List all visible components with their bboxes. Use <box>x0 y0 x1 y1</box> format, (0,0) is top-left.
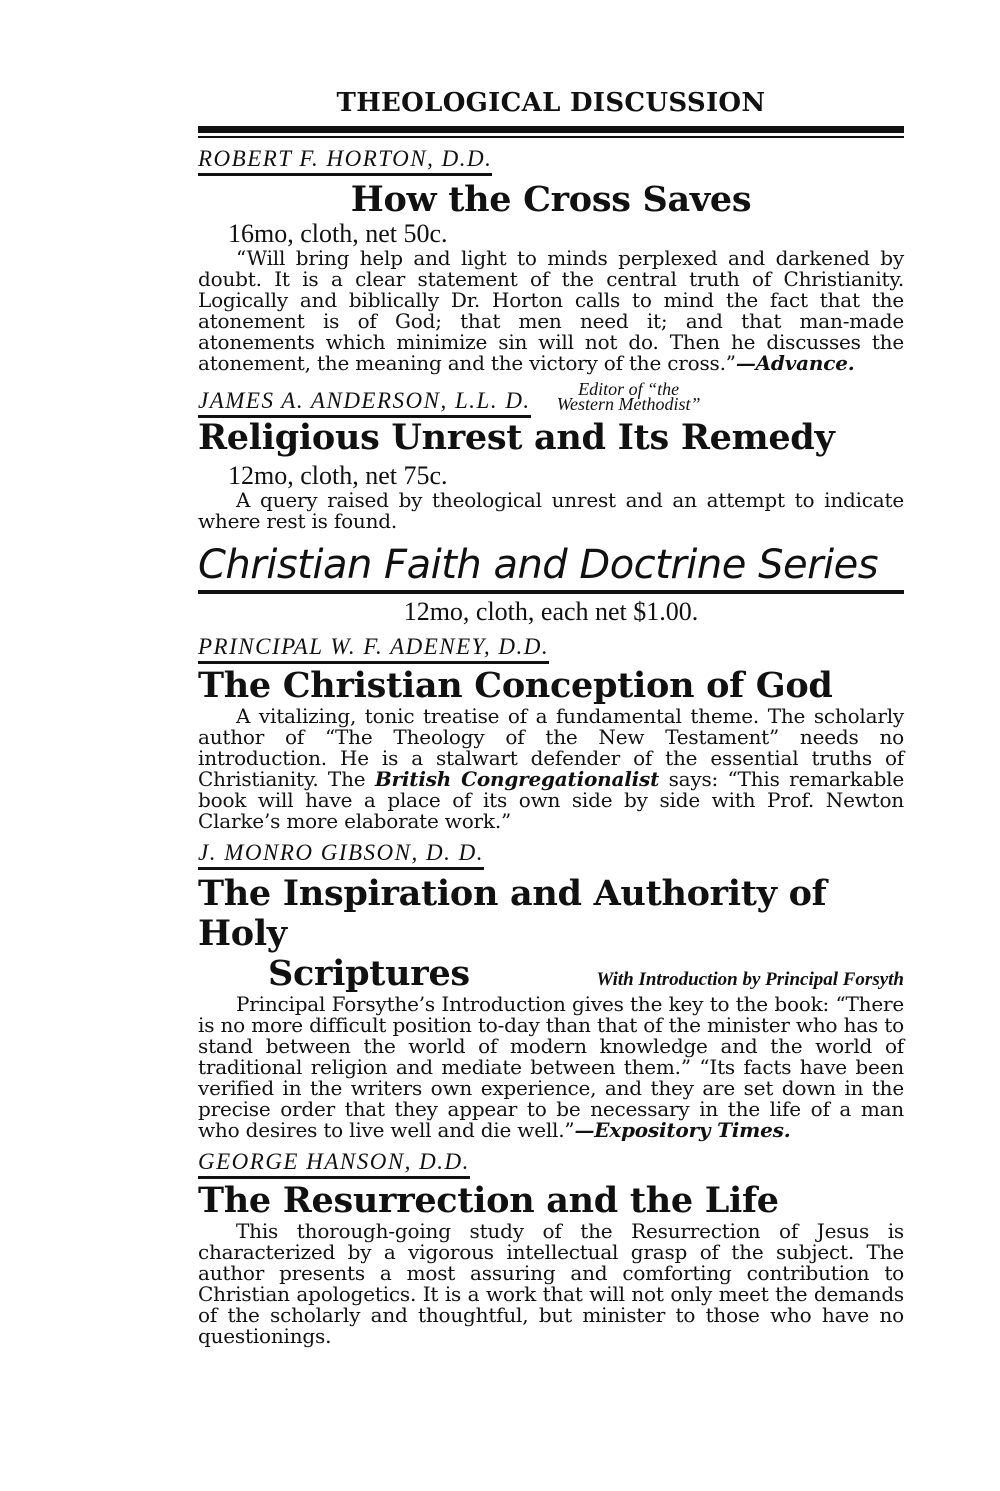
book-title-line2: Scriptures <box>268 953 470 994</box>
description-part1: A vitalizing, tonic treatise of a fundamental theme. The scholarly author of “The Theology of the New Testament” needs no introduction. He is a stalwart defender of the essential truths of Christianity. The <box>198 704 904 791</box>
book-price: 16mo, cloth, net 50c. <box>228 219 448 248</box>
book-description: This thorough-going study of the Resurrection of Jesus is characterized by a vigorous intellectual grasp of the subject. The author presents a most assuring and comforting contribution to Christian apologetics. It is a work that will not only meet the demands of the scholarly and thoughtful, but minister to those who have no questionings. <box>198 1219 904 1348</box>
author-row <box>198 380 904 418</box>
author-name: J. MONRO GIBSON, D. D. <box>198 840 484 870</box>
book-title: The Resurrection and the Life <box>198 1180 779 1221</box>
series-section <box>198 542 904 626</box>
introduction-note: With Introduction by Principal Forsyth <box>596 969 904 990</box>
book-title-line1: The Inspiration and Authority of Holy <box>198 873 827 954</box>
book-title: Religious Unrest and Its Remedy <box>198 417 835 458</box>
book-price: 12mo, cloth, net 75c. <box>228 461 448 490</box>
description-text: Principal Forsythe’s Introduction gives the key to the book: “There is no more difficult position to-day than that of the minister who has to stand between the world of modern knowledge and the world of traditional religion and mediate between them.” “Its facts have been verified in the writers own experience, and they are set down in the precise order that they appear to be necessary in the life of a man who desires to live well and die well.” <box>198 992 904 1142</box>
author-name: ROBERT F. HORTON, D.D. <box>198 146 492 176</box>
author-name: JAMES A. ANDERSON, L.L. D. <box>198 388 531 418</box>
description-source: —Expository Times. <box>574 1118 791 1142</box>
series-rule <box>198 590 904 594</box>
book-title: How the Cross Saves <box>350 179 752 220</box>
book-description: A query raised by theological unrest and an attempt to indicate where rest is found. <box>198 488 904 533</box>
series-title: Christian Faith and Doctrine Series <box>198 542 879 588</box>
description-source: British Congregationalist <box>374 767 660 791</box>
editor-note-line2: Western Methodist” <box>556 394 701 414</box>
header-rule-thick <box>198 126 904 133</box>
book-title: The Christian Conception of God <box>198 665 833 706</box>
review-quote: “Will bring help and light to minds perplexed and darkened by doubt. It is a clear statement of the central truth of Christianity. Logically and biblically Dr. Horton calls to mind the fact that the atonement is of God; that men need it; and that man-made atonements which minimize sin will not do. Then he discusses the atonement, the meaning and the victory of the cross.” <box>198 246 904 375</box>
book-advertisement-page <box>198 88 904 1347</box>
author-name: GEORGE HANSON, D.D. <box>198 1149 470 1179</box>
entry-gibson <box>198 832 904 1141</box>
author-name: PRINCIPAL W. F. ADENEY, D.D. <box>198 634 549 664</box>
entry-horton <box>198 138 904 374</box>
entry-hanson <box>198 1141 904 1347</box>
review-source: —Advance. <box>735 351 855 375</box>
editor-note-line1: Editor of “the <box>578 379 680 399</box>
entry-adeney <box>198 626 904 832</box>
book-review <box>198 248 904 374</box>
editor-note <box>556 379 701 414</box>
series-price: 12mo, cloth, each net $1.00. <box>403 597 699 626</box>
description-part2: says: “This remarkable book will have a place of its own side by side with Prof. Newton Clarke’s more elaborate work.” <box>198 767 905 833</box>
book-title-line2-row <box>198 954 904 994</box>
entry-anderson <box>198 380 904 532</box>
book-description <box>198 994 904 1141</box>
page-header: THEOLOGICAL DISCUSSION <box>336 88 766 118</box>
book-description <box>198 706 904 832</box>
